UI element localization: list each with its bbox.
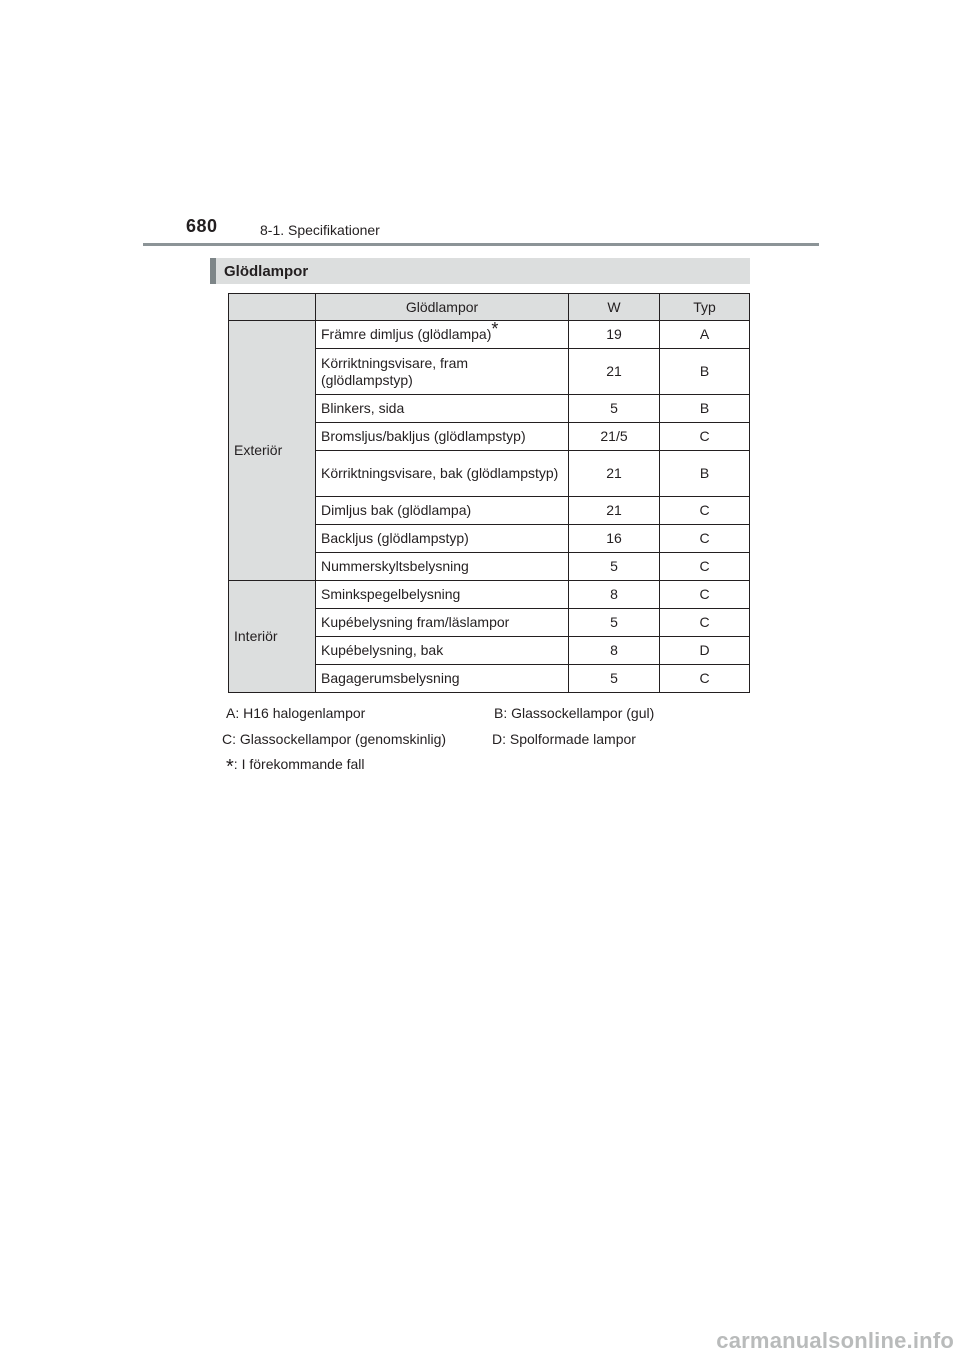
bulb-type: C — [660, 553, 750, 581]
bulb-name: Dimljus bak (glödlampa) — [316, 497, 569, 525]
bulb-name: Bromsljus/bakljus (glödlampstyp) — [316, 423, 569, 451]
bulb-type: C — [660, 609, 750, 637]
bulb-watt: 5 — [569, 609, 660, 637]
bulb-watt: 21 — [569, 349, 660, 395]
legend-c: C: Glassockellampor (genomskinlig) — [222, 731, 447, 747]
watermark: carmanualsonline.info — [716, 1328, 954, 1353]
legend-d: D: Spolformade lampor — [492, 731, 636, 747]
chapter-title: 8-1. Specifikationer — [260, 222, 380, 238]
bulb-type: B — [660, 451, 750, 497]
bulb-name: Nummerskyltsbelysning — [316, 553, 569, 581]
bulb-watt: 21 — [569, 451, 660, 497]
bulb-type: B — [660, 395, 750, 423]
page-number: 680 — [186, 216, 218, 236]
bulb-type: C — [660, 423, 750, 451]
bulb-type: C — [660, 665, 750, 693]
bulb-watt: 5 — [569, 665, 660, 693]
footnote-star: * — [226, 756, 234, 778]
group-label-interior: Interiör — [229, 581, 316, 693]
bulb-name: Främre dimljus (glödlampa) — [321, 326, 492, 342]
header-divider — [143, 243, 819, 246]
section-heading — [210, 258, 750, 284]
bulb-name: Backljus (glödlampstyp) — [316, 525, 569, 553]
bulb-type: C — [660, 581, 750, 609]
footnote — [226, 756, 365, 778]
table-row — [229, 581, 750, 609]
bulb-type: B — [660, 349, 750, 395]
bulb-watt: 16 — [569, 525, 660, 553]
bulb-name: Kupébelysning fram/läslampor — [316, 609, 569, 637]
bulb-name: Bagagerumsbelysning — [316, 665, 569, 693]
bulb-name: Blinkers, sida — [316, 395, 569, 423]
bulb-watt: 19 — [569, 321, 660, 349]
table-header-row — [229, 294, 750, 321]
footnote-text: : I förekommande fall — [233, 756, 365, 772]
group-label-exterior: Exteriör — [229, 321, 316, 581]
section-title: Glödlampor — [224, 262, 309, 280]
bulb-type: C — [660, 497, 750, 525]
bulb-name: Körriktningsvisare, fram (glödlampstyp) — [316, 349, 569, 395]
bulb-watt: 21/5 — [569, 423, 660, 451]
bulb-watt: 8 — [569, 637, 660, 665]
header-type: Typ — [660, 294, 750, 321]
header-bulbs: Glödlampor — [316, 294, 569, 321]
legend-a: A: H16 halogenlampor — [226, 705, 366, 721]
legend-b: B: Glassockellampor (gul) — [494, 705, 655, 721]
bulb-name-cell — [316, 321, 569, 349]
bulb-watt: 21 — [569, 497, 660, 525]
bulb-watt: 5 — [569, 553, 660, 581]
bulb-watt: 5 — [569, 395, 660, 423]
bulb-type: D — [660, 637, 750, 665]
table-row — [229, 321, 750, 349]
bulb-name: Körriktningsvisare, bak (glödlampstyp) — [316, 451, 569, 497]
bulb-name: Sminkspegelbelysning — [316, 581, 569, 609]
bulb-type: A — [660, 321, 750, 349]
bulb-watt: 8 — [569, 581, 660, 609]
footnote-marker: * — [491, 319, 499, 339]
bulb-name: Kupébelysning, bak — [316, 637, 569, 665]
bulb-spec-table — [228, 293, 750, 693]
bulb-type: C — [660, 525, 750, 553]
header-watt: W — [569, 294, 660, 321]
header-group — [229, 294, 316, 321]
